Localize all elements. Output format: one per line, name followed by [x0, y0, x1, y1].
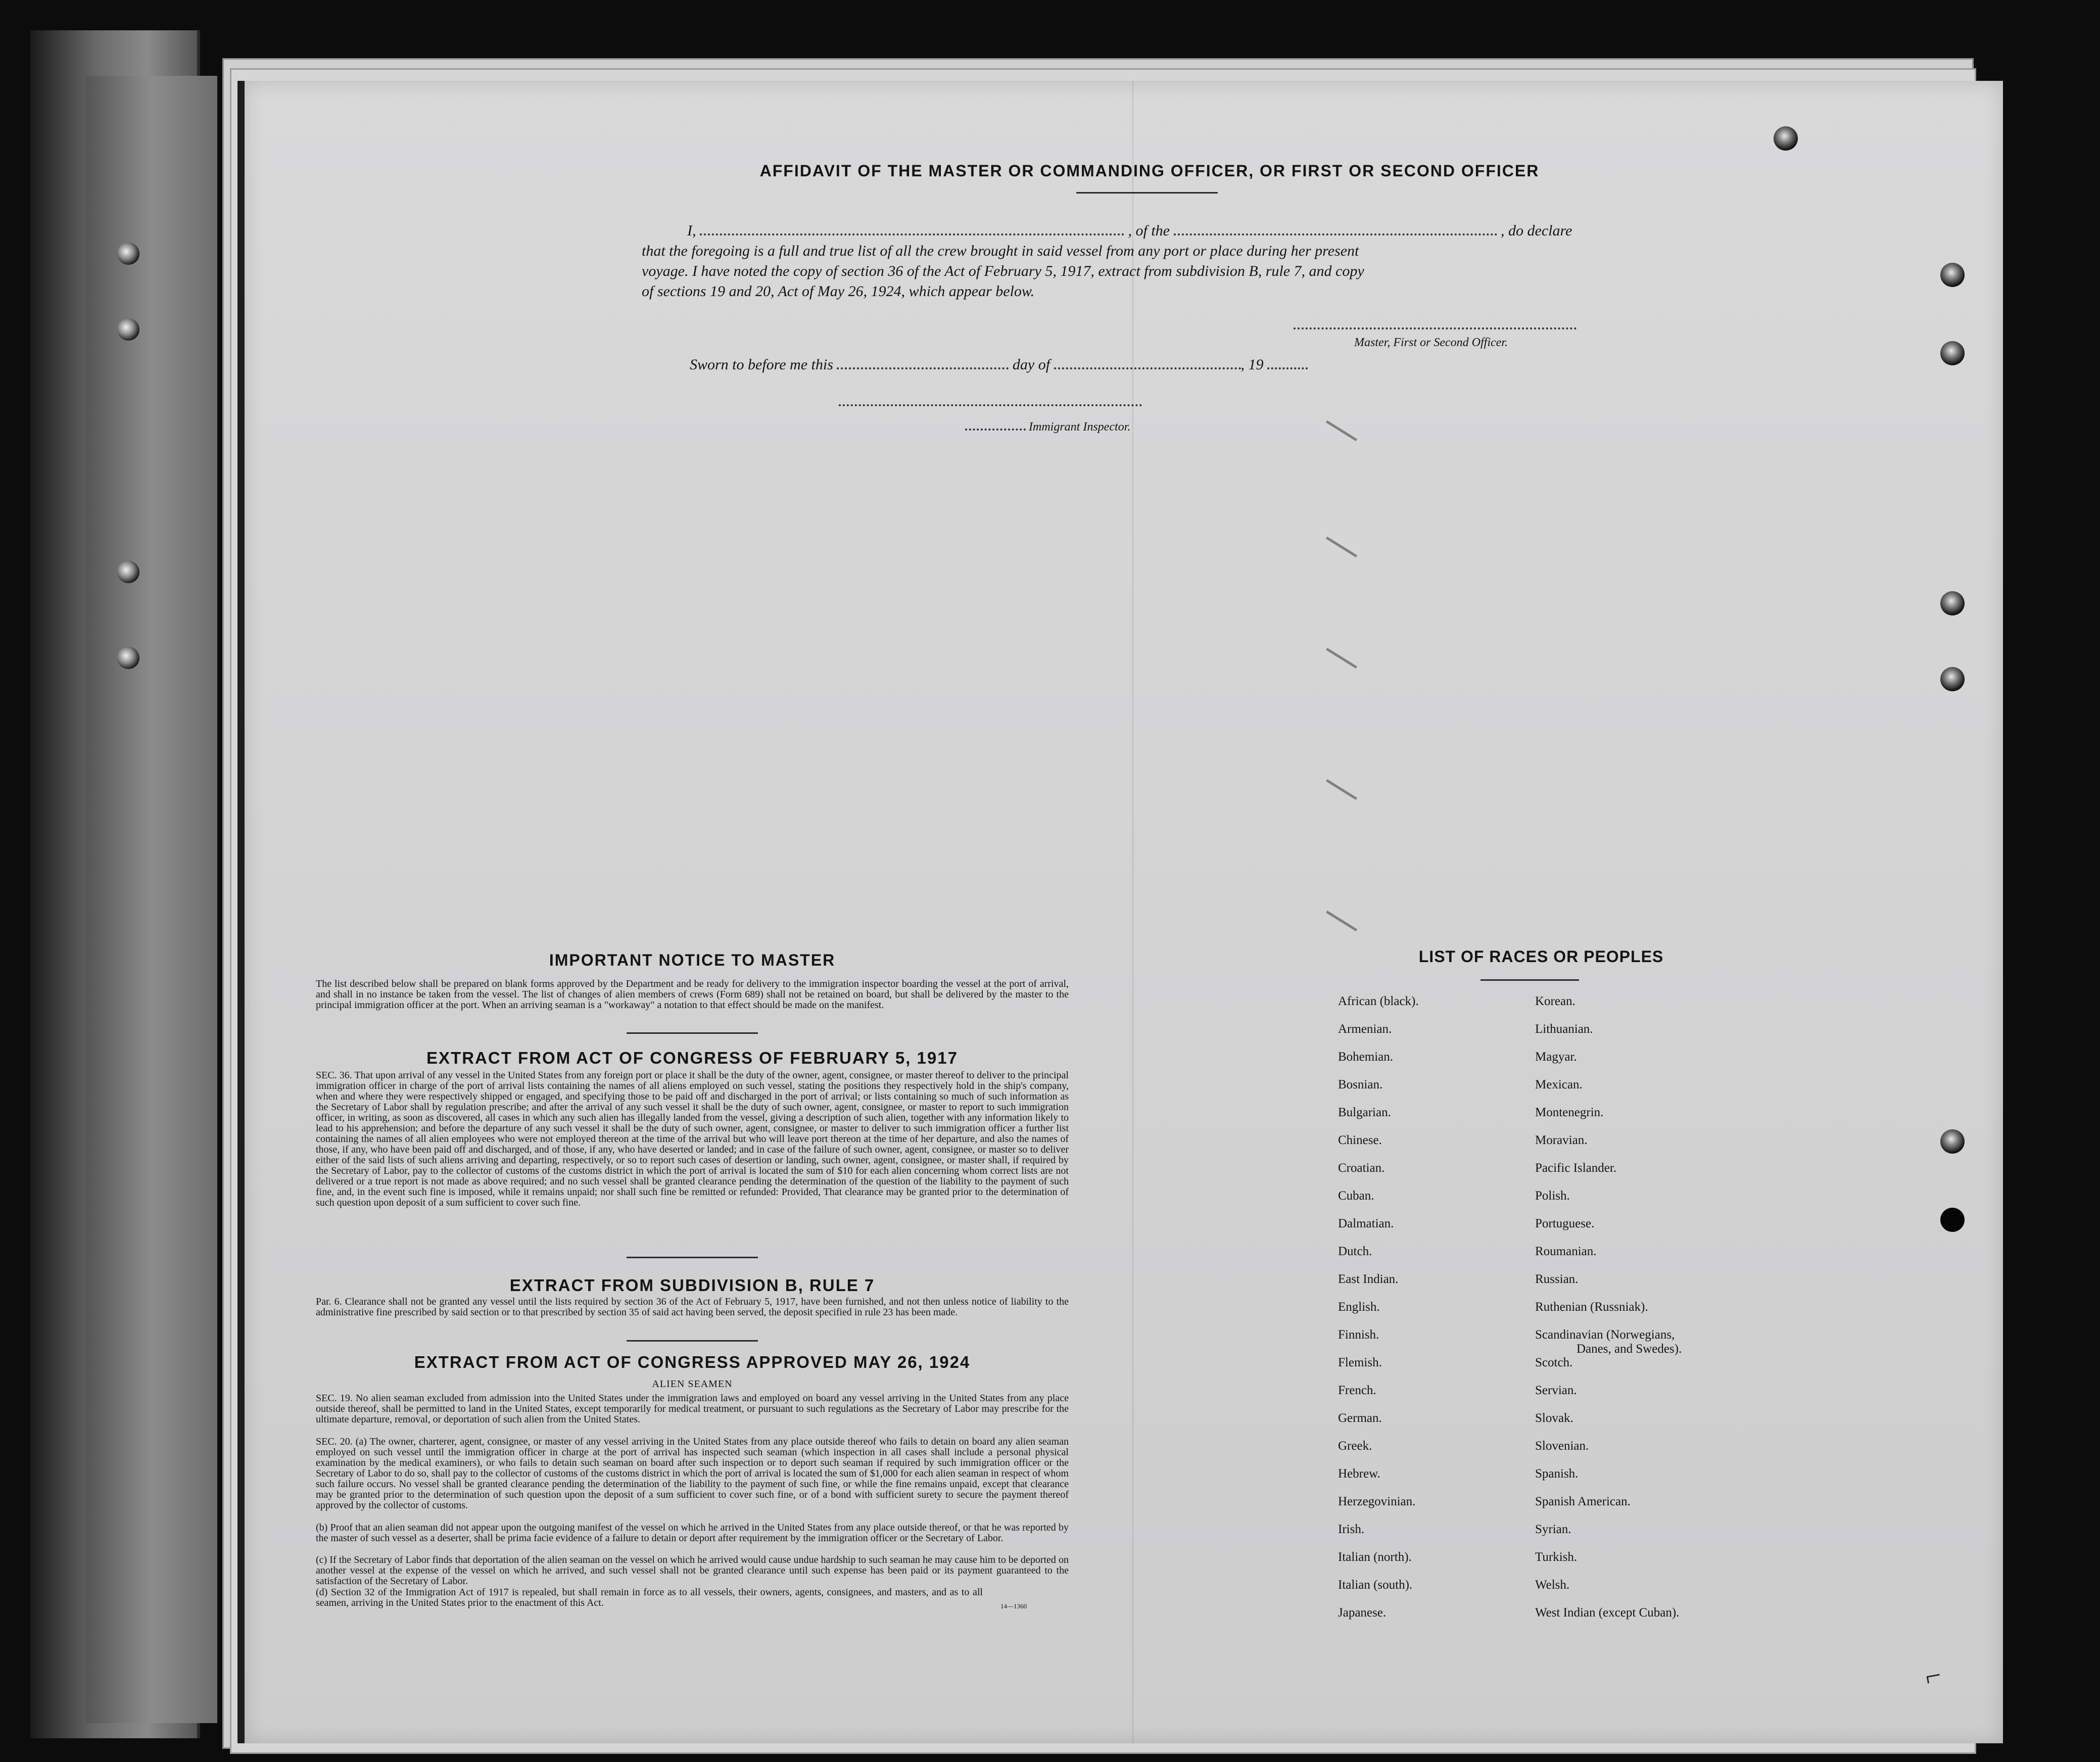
race-item: Dalmatian.	[1338, 1217, 1394, 1230]
race-item: Ruthenian (Russniak).	[1535, 1300, 1648, 1314]
divider	[1076, 192, 1218, 194]
extract-1924-subtitle: ALIEN SEAMEN	[652, 1378, 733, 1390]
extract-1924-title: EXTRACT FROM ACT OF CONGRESS APPROVED MAY 26, 1924	[414, 1353, 971, 1371]
race-item: Spanish American.	[1535, 1495, 1631, 1508]
punch-hole	[1940, 591, 1965, 615]
race-item: West Indian (except Cuban).	[1535, 1606, 1680, 1620]
race-item: Flemish.	[1338, 1356, 1382, 1369]
race-item: Servian.	[1535, 1384, 1577, 1397]
race-item: Greek.	[1338, 1439, 1372, 1453]
punch-hole	[1940, 263, 1965, 287]
affidavit-line-1	[687, 222, 1607, 240]
notice-title: IMPORTANT NOTICE TO MASTER	[549, 951, 836, 969]
affidavit-of-the: , of the	[1128, 222, 1170, 239]
race-item: Hebrew.	[1338, 1467, 1380, 1481]
binder-hole	[117, 647, 139, 669]
punch-hole	[1940, 341, 1965, 365]
race-item: Roumanian.	[1535, 1245, 1597, 1258]
master-signature-line	[1294, 327, 1577, 329]
sworn-day-of: day of	[1012, 356, 1051, 373]
extract-1917-title: EXTRACT FROM ACT OF CONGRESS OF FEBRUARY 5, 1917	[426, 1049, 958, 1067]
race-item: Polish.	[1535, 1189, 1570, 1203]
race-item: Irish.	[1338, 1522, 1365, 1536]
race-item: Armenian.	[1338, 1022, 1392, 1036]
sworn-year-prefix: , 19	[1240, 356, 1264, 373]
race-item: Syrian.	[1535, 1522, 1571, 1536]
race-item: Portuguese.	[1535, 1217, 1595, 1230]
race-item: Scandinavian (Norwegians,	[1535, 1328, 1675, 1342]
binder-hole	[117, 561, 139, 583]
race-item: Cuban.	[1338, 1189, 1374, 1203]
race-item: Montenegrin.	[1535, 1106, 1604, 1119]
race-item: Dutch.	[1338, 1245, 1372, 1258]
inspector-caption-text: Immigrant Inspector.	[1029, 420, 1131, 434]
race-item: Mexican.	[1535, 1078, 1583, 1091]
rule7-body: Par. 6. Clearance shall not be granted any vessel until the lists required by section 36 of the Act of February 5, 1917, have been furnished, and not then unless notice of liability to the administrative fine prescribed by said section or to that prescribed by section 35 of said act having been served, the deposit specified in rule 23 has been made.	[316, 1296, 1069, 1318]
sworn-year-blank	[1267, 367, 1308, 369]
extract-1924-sec19: SEC. 19. No alien seaman excluded from admission into the United States under the immigration laws and employed on board any vessel arriving in the United States from any place outside thereof, shall be permitted to land in the United States, except temporarily for medical treatment, or pursuant to such regulations as the Secretary of Labor may prescribe for the ultimate departure, removal, or deportation of such alien from the United States.	[316, 1393, 1069, 1425]
divider	[627, 1340, 758, 1342]
affidavit-declare: , do declare	[1501, 222, 1572, 239]
inspector-signature-line	[839, 404, 1142, 406]
race-item: East Indian.	[1338, 1272, 1399, 1286]
punch-hole	[1940, 667, 1965, 691]
divider	[1481, 979, 1579, 981]
race-item: Welsh.	[1535, 1578, 1570, 1592]
race-item: Herzegovinian.	[1338, 1495, 1416, 1508]
binder-hole	[117, 243, 139, 265]
master-signature-caption: Master, First or Second Officer.	[1354, 336, 1508, 349]
race-item: Japanese.	[1338, 1606, 1387, 1620]
race-item: Korean.	[1535, 994, 1576, 1008]
inspector-blank	[965, 428, 1026, 431]
race-item: Scotch.	[1535, 1356, 1573, 1369]
race-item: Spanish.	[1535, 1467, 1579, 1481]
race-item: Bohemian.	[1338, 1050, 1394, 1064]
race-item: Magyar.	[1535, 1050, 1577, 1064]
races-title: LIST OF RACES OR PEOPLES	[1418, 947, 1664, 966]
race-item: French.	[1338, 1384, 1376, 1397]
race-item: Finnish.	[1338, 1328, 1379, 1342]
binder-hole	[117, 318, 139, 341]
race-item: Russian.	[1535, 1272, 1579, 1286]
extract-1917-body: SEC. 36. That upon arrival of any vessel in the United States from any foreign port or place it shall be the duty of the owner, agent, consignee, or master thereof to deliver to the principal immigration officer in charge of the port of arrival lists containing the names of all aliens employed on such vessel, stating the positions they respectively hold in the ship's company, when and where they were respectively shipped or engaged, and specifying those to be paid off and discharged in the port of arrival; or lists containing so much of such information as the Secretary of Labor shall by regulation prescribe; and after the arrival of any such vessel it shall be the duty of such owner, agent, consignee, or master to report to such immigration officer, in writing, as soon as discovered, all cases in which any such alien has illegally landed from the vessel, giving a description of such alien, together with any information likely to lead to his apprehension; and before the departure of any such vessel it shall be the duty of such owner, agent, consignee, or master to deliver to such immigration officer a further list containing the names of all alien employees who were not employed thereon at the time of the arrival but who will leave port thereon at the time of her departure, and also the names of those, if any, who have been paid off and discharged, and of those, if any, who have deserted or landed; and in case of the failure of such owner, agent, consignee, or master so to deliver either of the said lists of such aliens arriving and departing, respectively, or so to report such cases of desertion or landing, such owner, agent, consignee, or master shall, if required by the Secretary of Labor, pay to the collector of customs of the customs district in which the port of arrival is located the sum of $10 for each alien concerning whom correct lists are not delivered or a true report is not made as above required; and no such vessel shall be granted clearance pending the determination of the question of the liability to the payment of such fine, and, in the event such fine is imposed, while it remains unpaid; nor shall such fine be remitted or refunded: Provided, That clearance may be granted prior to the determination of such question upon deposit of a sum sufficient to cover such fine.	[316, 1070, 1069, 1208]
affidavit-line-3: voyage. I have noted the copy of section 36 of the Act of February 5, 1917, extract from subdivision B, rule 7, and copy	[642, 263, 1364, 279]
extract-1924-sec20c: (c) If the Secretary of Labor finds that deportation of the alien seaman on the vessel on which he arrived would cause undue hardship to such seaman he may cause him to be deported on another vessel at the expense of the vessel on which he arrived, and such vessel shall not be granted clearance until such expense has been paid or its payment guaranteed to the satisfaction of the Secretary of Labor.	[316, 1554, 1069, 1587]
page-fold	[1132, 81, 1134, 1743]
punch-hole	[1940, 1129, 1965, 1154]
rule7-title: EXTRACT FROM SUBDIVISION B, RULE 7	[509, 1276, 875, 1295]
master-name-blank	[700, 233, 1124, 235]
divider	[627, 1257, 758, 1258]
pencil-check-mark: ⌐	[1922, 1659, 1944, 1693]
vessel-name-blank	[1174, 233, 1497, 235]
punch-hole	[1940, 1208, 1965, 1232]
race-item: German.	[1338, 1411, 1382, 1425]
race-item: English.	[1338, 1300, 1380, 1314]
race-item-continuation: Danes, and Swedes).	[1577, 1342, 1682, 1356]
race-item: Chinese.	[1338, 1133, 1382, 1147]
extract-1924-sec20a: SEC. 20. (a) The owner, charterer, agent, consignee, or master of any vessel arriving in the United States from any place outside thereof who fails to detain on board any alien seaman employed on such vessel until the immigration officer in charge at the port of arrival has inspected such seaman (which inspection in all cases shall include a personal physical examination by the medical examiners), or who fails to detain such seaman on board after such inspection or to deport such seaman if required by such immigration officer or the Secretary of Labor to do so, shall pay to the collector of customs of the customs district in which the port of arrival is located the sum of $1,000 for each alien seaman in respect of whom such failure occurs. No vessel shall be granted clearance pending the determination of the liability to the payment of such fine, or while the fine remains unpaid, except that clearance may be granted prior to the determination of such question upon the deposit of a sum sufficient to cover such fine, or of a bond with sufficient surety to secure the payment thereof approved by the collector of customs.	[316, 1436, 1069, 1511]
affidavit-line-2: that the foregoing is a full and true list of all the crew brought in said vessel from any port or place during her present	[642, 243, 1359, 259]
binder-sheet-edge	[86, 76, 217, 1723]
race-item: Moravian.	[1535, 1133, 1588, 1147]
race-item: African (black).	[1338, 994, 1419, 1008]
punch-hole	[1774, 126, 1798, 151]
race-item: Italian (south).	[1338, 1578, 1413, 1592]
form-number: 14—1360	[1000, 1602, 1027, 1610]
race-item: Croatian.	[1338, 1161, 1385, 1175]
divider	[627, 1032, 758, 1034]
affidavit-title: AFFIDAVIT OF THE MASTER OR COMMANDING OFFICER, OR FIRST OR SECOND OFFICER	[759, 162, 1540, 180]
inspector-signature-caption	[965, 420, 1130, 434]
race-item: Italian (north).	[1338, 1550, 1412, 1564]
affidavit-i: I,	[687, 222, 696, 239]
extract-1924-sec20b: (b) Proof that an alien seaman did not appear upon the outgoing manifest of the vessel on which he arrived in the United States from any place outside thereof, or that he was reported by the master of such vessel as a deserter, shall be prima facie evidence of a failure to detain or deport after requirement by the immigration officer or the Secretary of Labor.	[316, 1522, 1069, 1544]
sworn-line	[690, 356, 1308, 373]
race-item: Slovak.	[1535, 1411, 1573, 1425]
sworn-day-blank	[837, 367, 1009, 369]
race-item: Lithuanian.	[1535, 1022, 1593, 1036]
extract-1924-sec20d: (d) Section 32 of the Immigration Act of 1917 is repealed, but shall remain in force as to all vessels, their owners, agents, consignees, and masters, and as to all seamen, arriving in the United States prior to the enactment of this Act.	[316, 1587, 983, 1608]
race-item: Bosnian.	[1338, 1078, 1383, 1091]
sworn-month-blank	[1054, 367, 1241, 369]
race-item: Bulgarian.	[1338, 1106, 1391, 1119]
race-item: Slovenian.	[1535, 1439, 1589, 1453]
sworn-label: Sworn to before me this	[690, 356, 833, 373]
race-item: Pacific Islander.	[1535, 1161, 1617, 1175]
affidavit-line-4: of sections 19 and 20, Act of May 26, 1924, which appear below.	[642, 283, 1035, 300]
race-item: Turkish.	[1535, 1550, 1578, 1564]
notice-body: The list described below shall be prepared on blank forms approved by the Department and be ready for delivery to the immigration inspector boarding the vessel at the port of arrival, and shall in no instance be taken from the vessel. The list of changes of alien members of crews (Form 689) shall not be retained on board, but shall be delivered by the master to the principal immigration officer at the port. When an arriving seaman is a "workaway" a notation to that effect should be made on the manifest.	[316, 978, 1069, 1011]
